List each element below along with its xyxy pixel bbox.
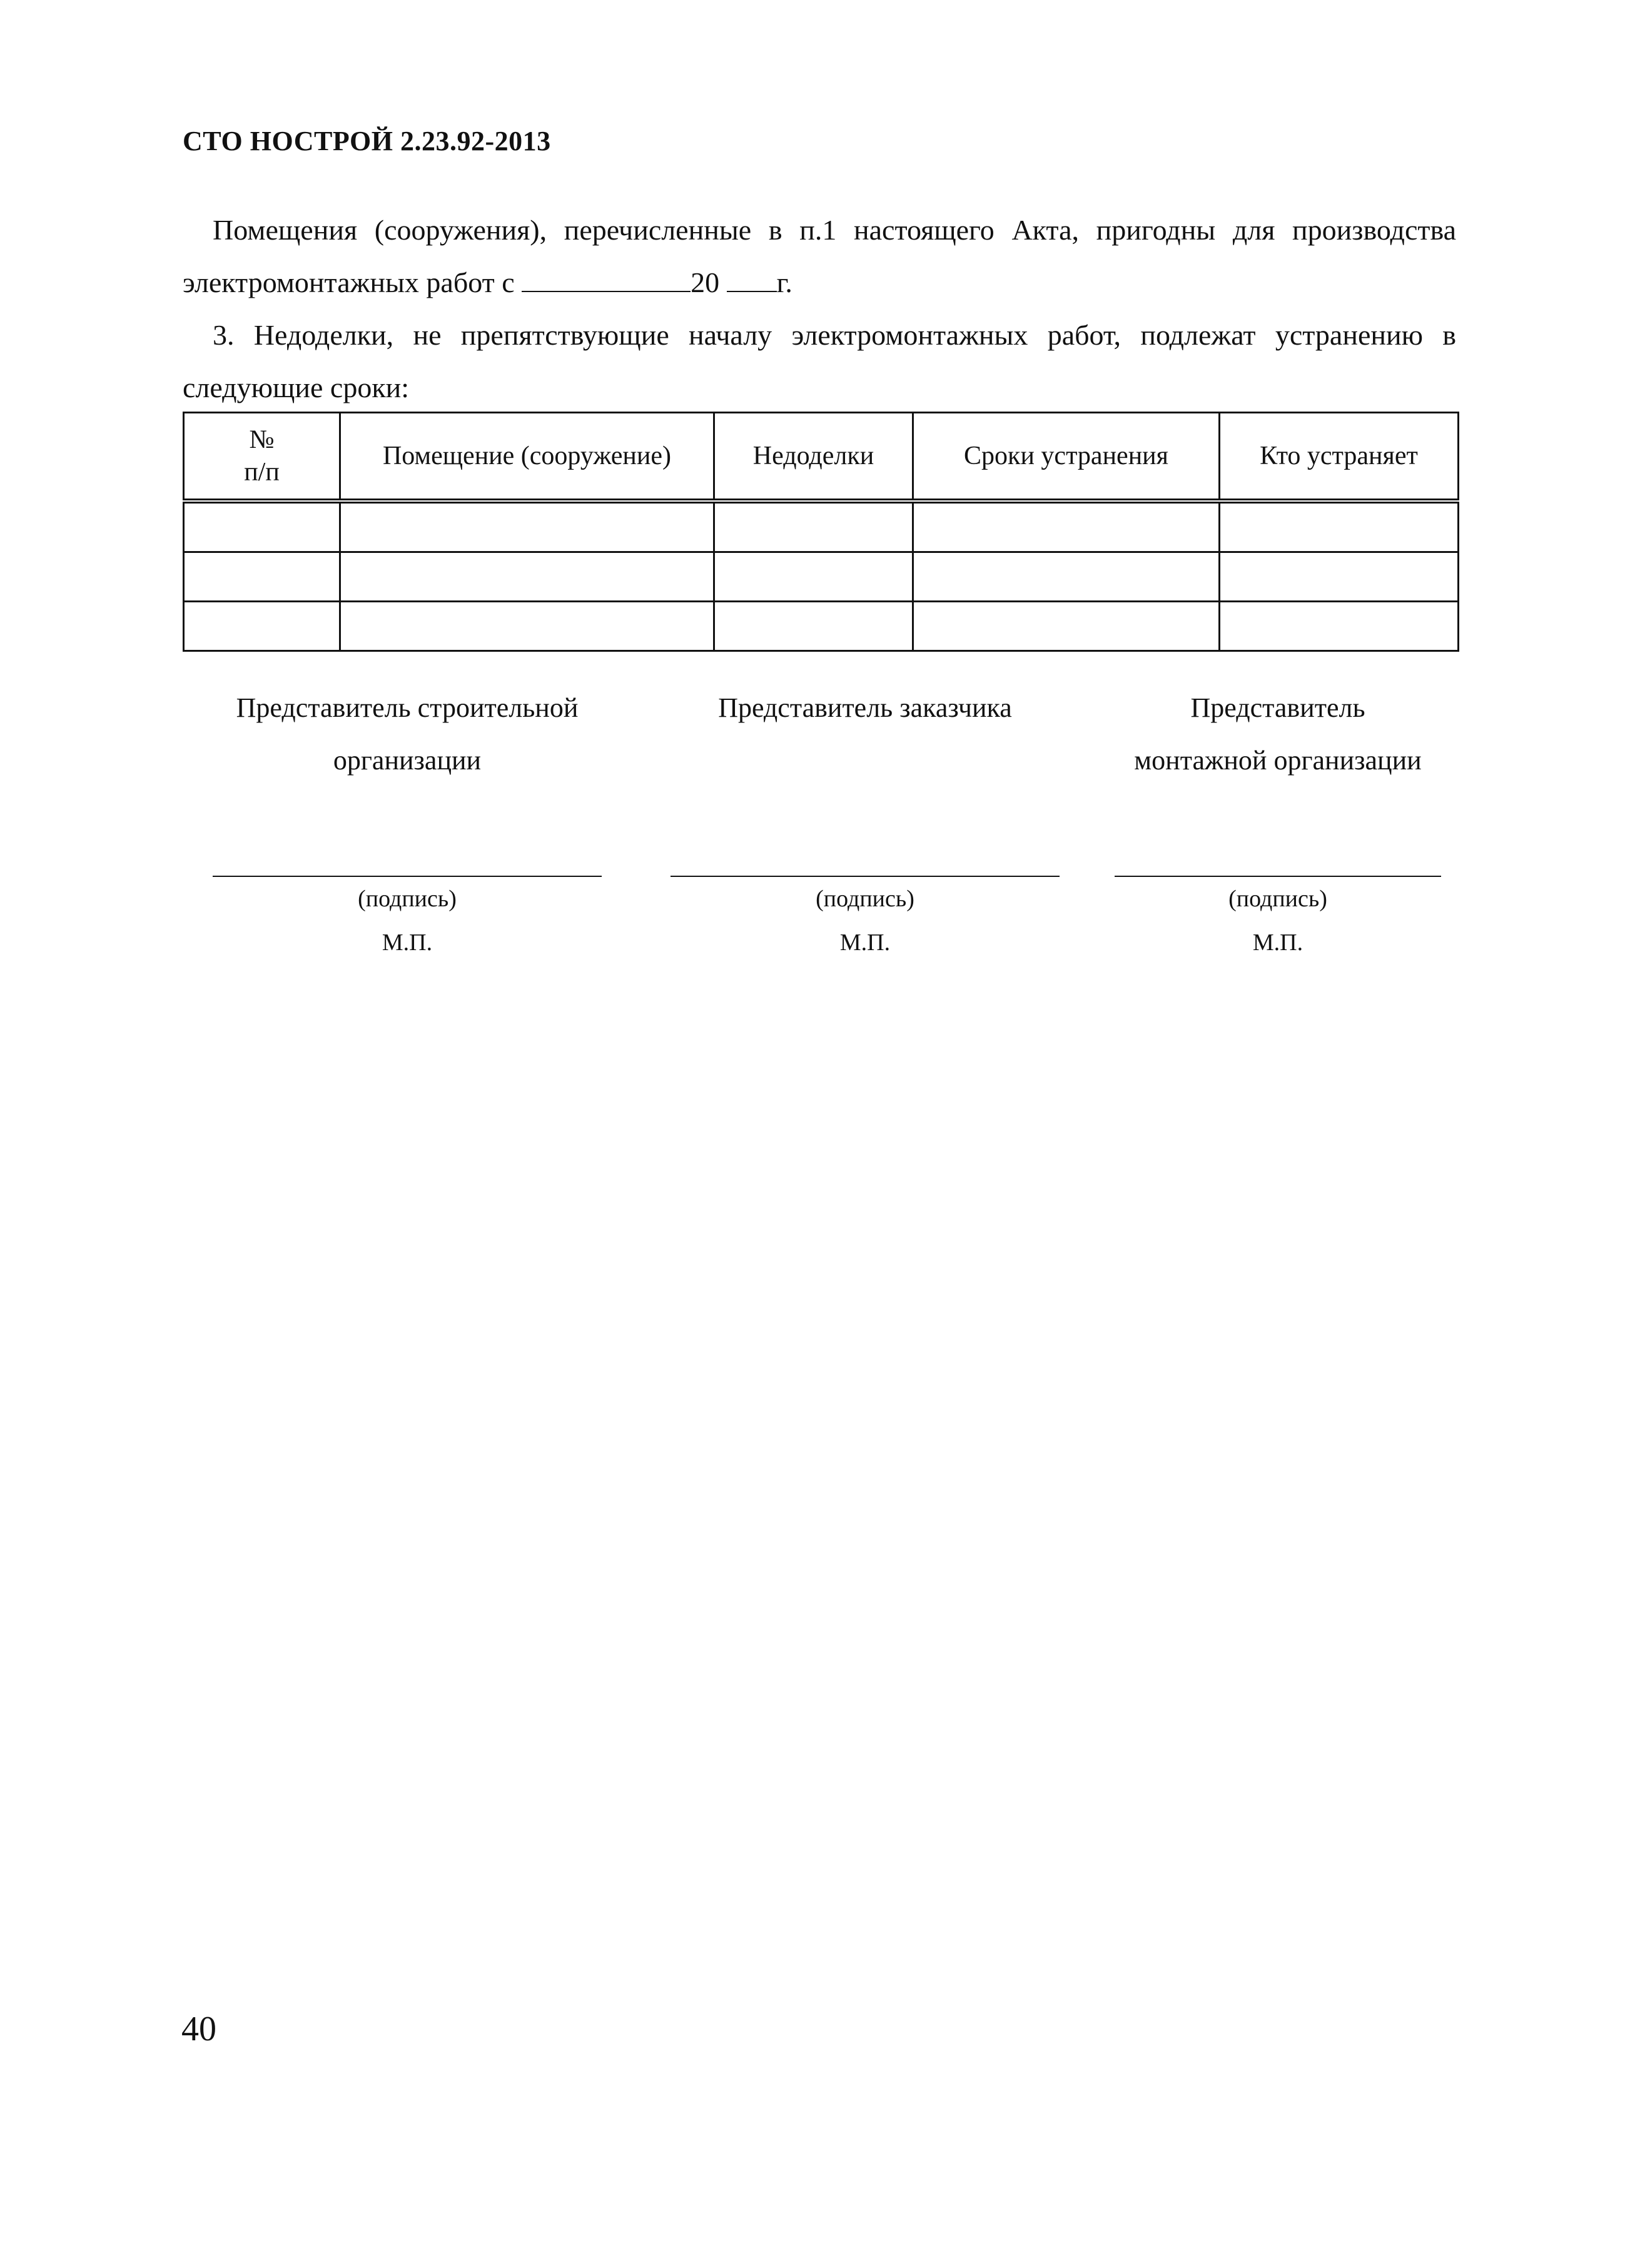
table-cell[interactable] xyxy=(913,552,1220,602)
col-deadline-header: Сроки устранения xyxy=(913,413,1220,502)
col-number-symbol: № xyxy=(249,425,275,454)
table-cell[interactable] xyxy=(1220,552,1459,602)
signature-block-customer xyxy=(671,682,1060,964)
col-number-abbrev: п/п xyxy=(244,458,280,487)
table-row xyxy=(184,552,1459,602)
defects-paragraph: 3. Недоделки, не препятствующие началу электромонтажных работ, подлежат устранению в следующие сроки: xyxy=(183,319,1456,403)
date-blank[interactable] xyxy=(522,266,691,292)
signature-title xyxy=(213,682,602,787)
year-suffix: г. xyxy=(776,266,792,298)
table-cell[interactable] xyxy=(340,552,714,602)
table-cell[interactable] xyxy=(714,602,913,651)
col-defects-header: Недоделки xyxy=(714,413,913,502)
table-cell[interactable] xyxy=(1220,602,1459,651)
signature-title-line1: Представитель заказчика xyxy=(718,692,1012,723)
signature-caption: (подпись) xyxy=(816,886,914,912)
table-cell[interactable] xyxy=(714,501,913,552)
table-cell[interactable] xyxy=(1220,501,1459,552)
readiness-paragraph xyxy=(183,204,1456,309)
stamp-placeholder: М.П. xyxy=(839,929,891,956)
signature-caption: (подпись) xyxy=(358,886,457,912)
stamp-placeholder: М.П. xyxy=(382,929,433,956)
signature-caption: (подпись) xyxy=(1228,886,1327,912)
col-number-header xyxy=(184,413,340,502)
page-number: 40 xyxy=(181,2010,216,2048)
table-row xyxy=(184,501,1459,552)
readiness-text: Помещения (сооружения), перечисленные в п.1 настоящего Акта, пригодны для производства электромонтажных работ с xyxy=(183,214,1456,298)
signature-block-installation xyxy=(1115,682,1441,964)
col-responsible-header: Кто устраняет xyxy=(1220,413,1459,502)
table-cell[interactable] xyxy=(913,501,1220,552)
table-header-row xyxy=(184,413,1459,502)
table-cell[interactable] xyxy=(184,501,340,552)
table-cell[interactable] xyxy=(184,602,340,651)
signature-title xyxy=(1115,682,1441,787)
table-cell[interactable] xyxy=(340,501,714,552)
signature-title-line2: монтажной организации xyxy=(1134,745,1422,776)
year-prefix: 20 xyxy=(691,266,720,298)
year-blank[interactable] xyxy=(727,266,777,292)
table-cell[interactable] xyxy=(340,602,714,651)
table-row xyxy=(184,602,1459,651)
defects-table xyxy=(183,412,1459,652)
table-cell[interactable] xyxy=(913,602,1220,651)
signature-title xyxy=(671,682,1060,787)
table-cell[interactable] xyxy=(714,552,913,602)
col-premises-header: Помещение (сооружение) xyxy=(340,413,714,502)
signature-block-construction xyxy=(213,682,602,964)
signature-title-line1: Представитель строительной xyxy=(236,692,579,723)
signature-title-line2: организации xyxy=(333,745,482,776)
table-cell[interactable] xyxy=(184,552,340,602)
document-header: СТО НОСТРОЙ 2.23.92-2013 xyxy=(183,126,551,156)
signature-title-line1: Представитель xyxy=(1190,692,1365,723)
stamp-placeholder: М.П. xyxy=(1252,929,1304,956)
